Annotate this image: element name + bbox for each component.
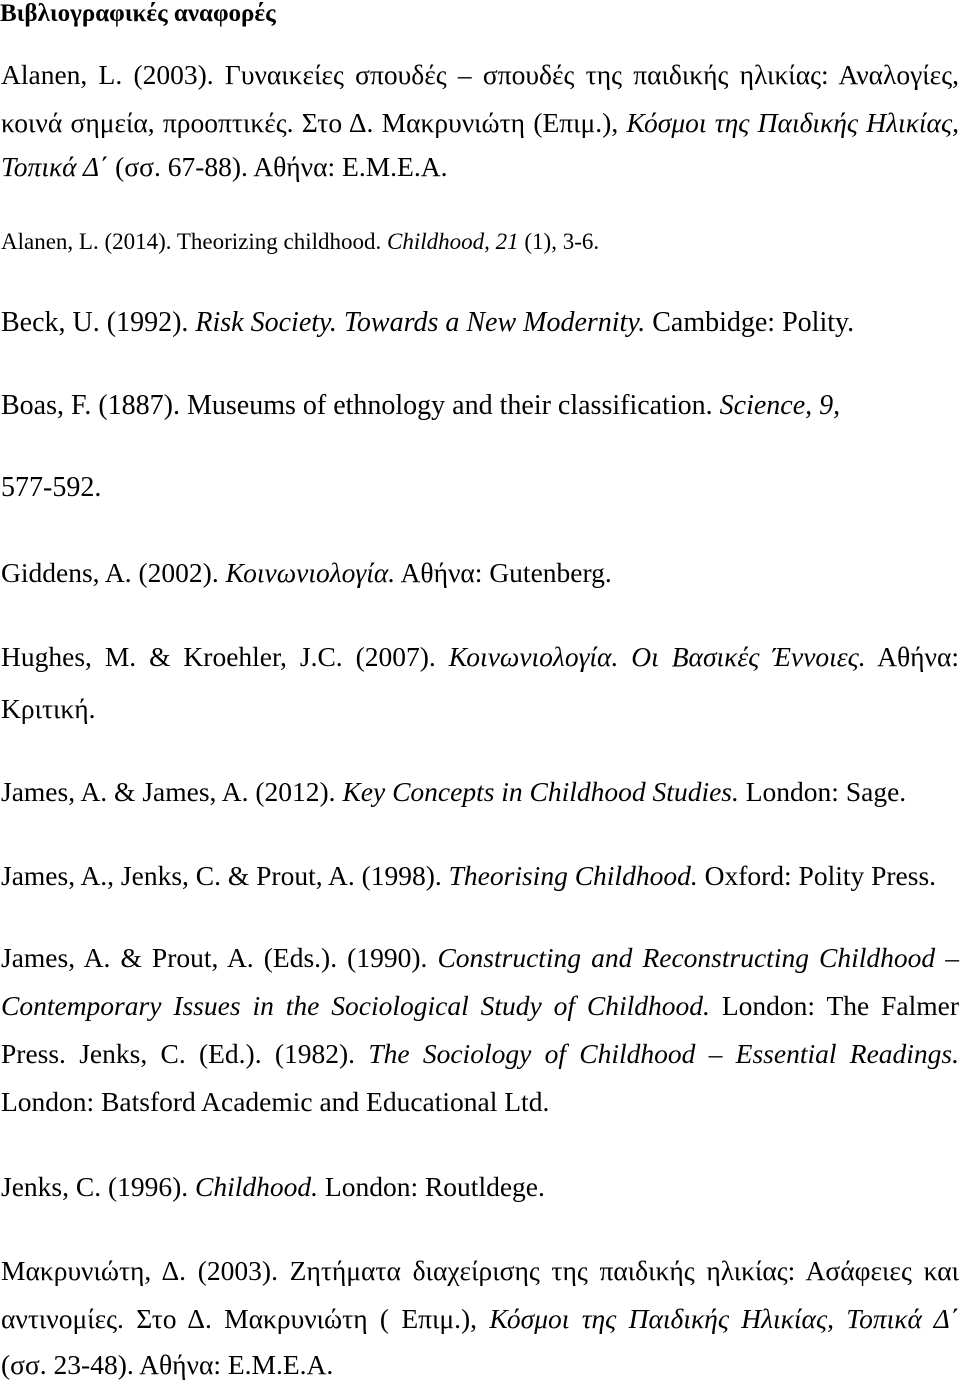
reference-text: Press. Jenks, C. (Ed.). (1982). (1, 1038, 369, 1069)
reference-italic-title: Κόσμοι της Παιδικής Ηλικίας, Τοπικά Δ΄ (489, 1303, 959, 1334)
reference-text: Oxford: Polity Press. (697, 860, 937, 891)
reference-line (1, 1086, 959, 1118)
reference-text: London: The Falmer (709, 990, 960, 1021)
reference-text: Αθήνα: (865, 641, 959, 672)
reference-text: Alanen, L. (2014). Theorizing childhood. (1, 229, 388, 254)
reference-italic-title: Τοπικά Δ΄ (1, 151, 109, 182)
reference-text: (1), 3-6. (518, 229, 600, 254)
reference-italic-title: Science, 9, (719, 390, 841, 421)
reference-line (1, 390, 959, 422)
reference-italic-title: The Sociology of Childhood – Essential Readings. (368, 1038, 959, 1069)
reference-line (1, 942, 959, 974)
reference-line (1, 226, 959, 258)
reference-line (1, 151, 959, 183)
reference-line (1, 1255, 959, 1287)
reference-italic-title: Theorising Childhood. (448, 860, 698, 891)
reference-italic-title: Childhood, 21 (387, 229, 519, 254)
reference-text: Hughes, M. & Kroehler, J.C. (2007). (1, 641, 449, 672)
reference-line (1, 693, 959, 725)
reference-line (1, 1303, 959, 1335)
reference-line (1, 990, 959, 1022)
reference-text: Boas, F. (1887). Museums of ethnology and their classification. (1, 390, 720, 421)
reference-line (1, 557, 959, 589)
reference-italic-title: Κοινωνιολογία. (225, 557, 396, 588)
page-title: Βιβλιογραφικές αναφορές (0, 0, 276, 27)
reference-text: London: Sage. (738, 776, 907, 807)
reference-line (1, 1349, 959, 1381)
reference-line (1, 860, 959, 892)
reference-italic-title: Κόσμοι της Παιδικής Ηλικίας, (626, 107, 960, 138)
reference-text: Giddens, A. (2002). (1, 557, 226, 588)
reference-text: αντινομίες. Στο Δ. Μακρυνιώτη ( Επιμ.), (1, 1303, 490, 1334)
reference-italic-title: Risk Society. Towards a New Modernity. (195, 307, 646, 338)
reference-text: (σσ. 23-48). Αθήνα: Ε.Μ.Ε.Α. (1, 1349, 334, 1380)
reference-line (1, 307, 959, 339)
reference-text: Cambidge: Polity. (645, 307, 855, 338)
reference-italic-title: Contemporary Issues in the Sociological Study of Childhood. (1, 990, 710, 1021)
reference-italic-title: Κοινωνιολογία. Οι Βασικές Έννοιες. (448, 641, 866, 672)
reference-text: κοινά σημεία, προοπτικές. Στο Δ. Μακρυνιώτη (Επιμ.), (1, 107, 627, 138)
reference-text: London: Batsford Academic and Educational Ltd. (1, 1086, 550, 1117)
reference-line (1, 1171, 959, 1203)
reference-line (1, 641, 959, 673)
reference-text: 577-592. (1, 472, 102, 503)
reference-text: Κριτική. (1, 693, 96, 724)
reference-line (1, 776, 959, 808)
reference-line (1, 59, 959, 91)
reference-italic-title: Childhood. (195, 1171, 319, 1202)
reference-text: Alanen, L. (2003). Γυναικείες σπουδές – σπουδές της παιδικής ηλικίας: Αναλογίες, (1, 59, 959, 90)
reference-text: Μακρυνιώτη, Δ. (2003). Ζητήματα διαχείρισης της παιδικής ηλικίας: Ασάφειες και (1, 1255, 959, 1286)
reference-text: (σσ. 67-88). Αθήνα: Ε.Μ.Ε.Α. (108, 151, 448, 182)
reference-line (1, 1038, 959, 1070)
reference-line (1, 107, 959, 139)
reference-text: Jenks, C. (1996). (1, 1171, 196, 1202)
reference-text: Beck, U. (1992). (1, 307, 196, 338)
reference-text: James, A., Jenks, C. & Prout, A. (1998). (1, 860, 449, 891)
reference-line (1, 472, 959, 504)
reference-text: London: Routldege. (318, 1171, 545, 1202)
reference-text: James, A. & James, A. (2012). (1, 776, 343, 807)
reference-text: James, A. & Prout, A. (Eds.). (1990). (1, 942, 438, 973)
reference-text: Αθήνα: Gutenberg. (395, 557, 612, 588)
reference-italic-title: Constructing and Reconstructing Childhood – (437, 942, 959, 973)
reference-italic-title: Key Concepts in Childhood Studies. (342, 776, 739, 807)
